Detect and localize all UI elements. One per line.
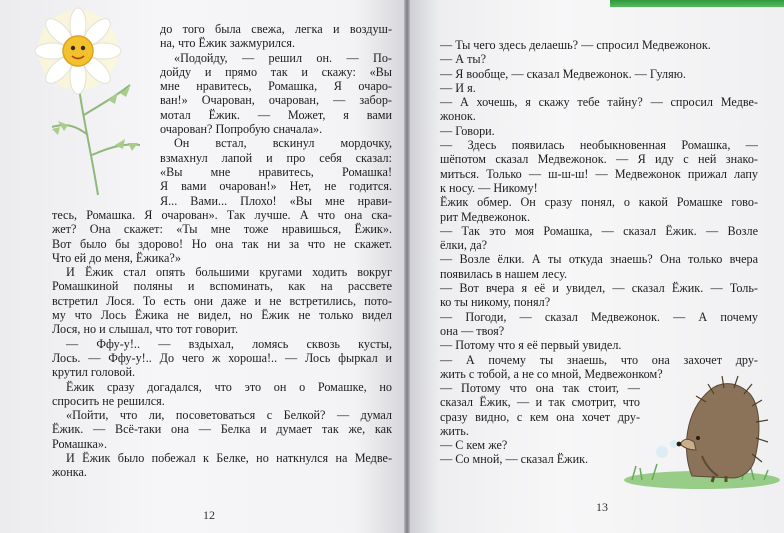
text-line: очарован? Попробую сначала».	[160, 122, 323, 137]
text-line: ёлки, да?	[440, 238, 488, 253]
text-line: сразу видно, с кем она хочет дру-	[440, 409, 640, 424]
text-line: рит Медвежонок.	[440, 209, 531, 224]
text-line: мотал Ёжик. — Может, я вами	[160, 107, 392, 122]
text-line: И Ёжик стал опять большими кругами ходить вокруг	[66, 265, 392, 280]
text-line: Ёжик. — Всё-таки она — Белка и думает так же, как	[52, 422, 392, 437]
left-page-text-top	[160, 22, 392, 208]
text-line: мне нравитесь, Ромашка, Я очаро-	[160, 79, 392, 94]
text-line: Он встал, вскинул мордочку,	[174, 136, 392, 151]
text-line: спросить не решился.	[52, 393, 165, 408]
green-edge-strip	[610, 0, 784, 7]
text-line: Что ей до меня, Ёжика?»	[52, 250, 181, 265]
text-line: взмахнул лапой и про себя сказал:	[160, 150, 392, 165]
left-page-text-body	[52, 208, 392, 480]
text-line: — А хочешь, я скажу тебе тайну? — спросил Медве-	[440, 95, 758, 110]
page-number-left: 12	[203, 508, 215, 522]
text-line: — Здесь появилась необыкновенная Ромашка, —	[440, 138, 758, 153]
text-line: жить с тобой, а не со мной, Медвежонком?	[440, 366, 663, 381]
text-line: «Пойти, что ли, посоветоваться с Белкой? — думал	[66, 408, 392, 423]
text-line: Ромашка».	[52, 436, 108, 451]
text-line: «Подойду, — решил он. — По-	[174, 50, 392, 65]
text-line: — Ффу-у!.. — вздыхал, ломясь сквозь кусты,	[66, 336, 392, 351]
text-line: миться. Только — ш-ш-ш! — Медвежонок прижал лапу	[440, 166, 758, 181]
text-line: И Ёжик было побежал к Белке, но наткнулся на Медве-	[66, 451, 392, 466]
text-line: — А почему ты знаешь, что она захочет дру-	[440, 352, 758, 367]
right-page	[410, 0, 784, 533]
text-line: — Говори.	[440, 123, 495, 138]
chamomile-flower-icon	[20, 5, 180, 205]
text-line: — Потому что она так стоит, —	[440, 381, 640, 395]
page-number-right: 13	[596, 500, 608, 514]
text-line: Ёжик сразу догадался, что это он о Ромашке, но	[66, 379, 392, 394]
text-line: Лося, но и слышал, что тот говорит.	[52, 322, 238, 337]
text-line: Лось. — Ффу-у!.. До чего ж хороша!.. — Лось фыркал и	[52, 350, 392, 365]
text-line: — Потому что я её первый увидел.	[440, 338, 622, 353]
text-line: она — твоя?	[440, 323, 505, 338]
text-line: Ёжик обмер. Он сразу понял, о какой Ромашке гово-	[440, 195, 758, 210]
text-line: «Вы мне нравитесь, Ромашка!	[160, 164, 392, 179]
text-line: — С кем же?	[440, 438, 508, 453]
text-line: тесь, Ромашка. Я очарован». Так лучше. А что она ска-	[52, 208, 392, 222]
text-line: Я вами очарован!» Нет, не годится.	[160, 179, 392, 194]
text-line: до того была свежа, легка и воздуш-	[160, 22, 392, 36]
text-line: жет? Она скажет: «Ты мне тоже нравишься, Ёжик».	[52, 222, 392, 237]
text-line: Ромашкиной поляны и вспоминать, как на рассвете	[52, 279, 392, 294]
text-line: к носу. — Никому!	[440, 180, 538, 195]
text-line: встретил Лося. То есть они даже и не встретились, пото-	[52, 293, 392, 308]
text-line: — И я.	[440, 80, 476, 95]
text-line: му что Лось Ёжика не видел, но Ёжик не только видел	[52, 308, 392, 323]
text-line: жонка.	[52, 465, 87, 480]
text-line: — Погоди, — сказал Медвежонок. — А почему	[440, 309, 758, 324]
right-page-text-wrap	[440, 381, 640, 467]
hedgehog-icon	[622, 372, 772, 492]
text-line: дойду и прямо так и скажу: «Вы	[160, 64, 392, 79]
text-line: — Так это моя Ромашка, — сказал Ёжик. — Возле	[440, 223, 758, 238]
text-line: Вот было бы здорово! Но она так ни за что не скажет.	[52, 236, 392, 251]
text-line: Я... Вами... Плохо! «Вы мне нрави-	[160, 193, 392, 208]
text-line: — Вот вчера я её и увидел, — сказал Ёжик. — Толь-	[440, 281, 758, 296]
text-line: — Я вообще, — сказал Медвежонок. — Гуляю.	[440, 66, 686, 81]
text-line: на, что Ёжик зажмурился.	[160, 36, 296, 51]
text-line: жить.	[440, 423, 469, 438]
text-line: ван!» Очарован, очарован, — забор-	[160, 93, 392, 108]
text-line: — Ты чего здесь делаешь? — спросил Медвежонок.	[440, 38, 711, 52]
text-line: — Со мной, — сказал Ёжик.	[440, 452, 589, 467]
text-line: появилась в нашем лесу.	[440, 266, 568, 281]
text-line: шёпотом сказал Медвежонок. — Я иду с ней знако-	[440, 152, 758, 167]
text-line: жонок.	[440, 109, 476, 124]
text-line: — А ты?	[440, 52, 487, 67]
text-line: сказал Ёжик, — и так смотрит, что	[440, 395, 640, 410]
text-line: — Возле ёлки. А ты откуда знаешь? Она только вчера	[440, 252, 758, 267]
text-line: ко ты никому, понял?	[440, 295, 551, 310]
text-line: крутил головой.	[52, 365, 136, 380]
right-page-text	[440, 38, 758, 381]
